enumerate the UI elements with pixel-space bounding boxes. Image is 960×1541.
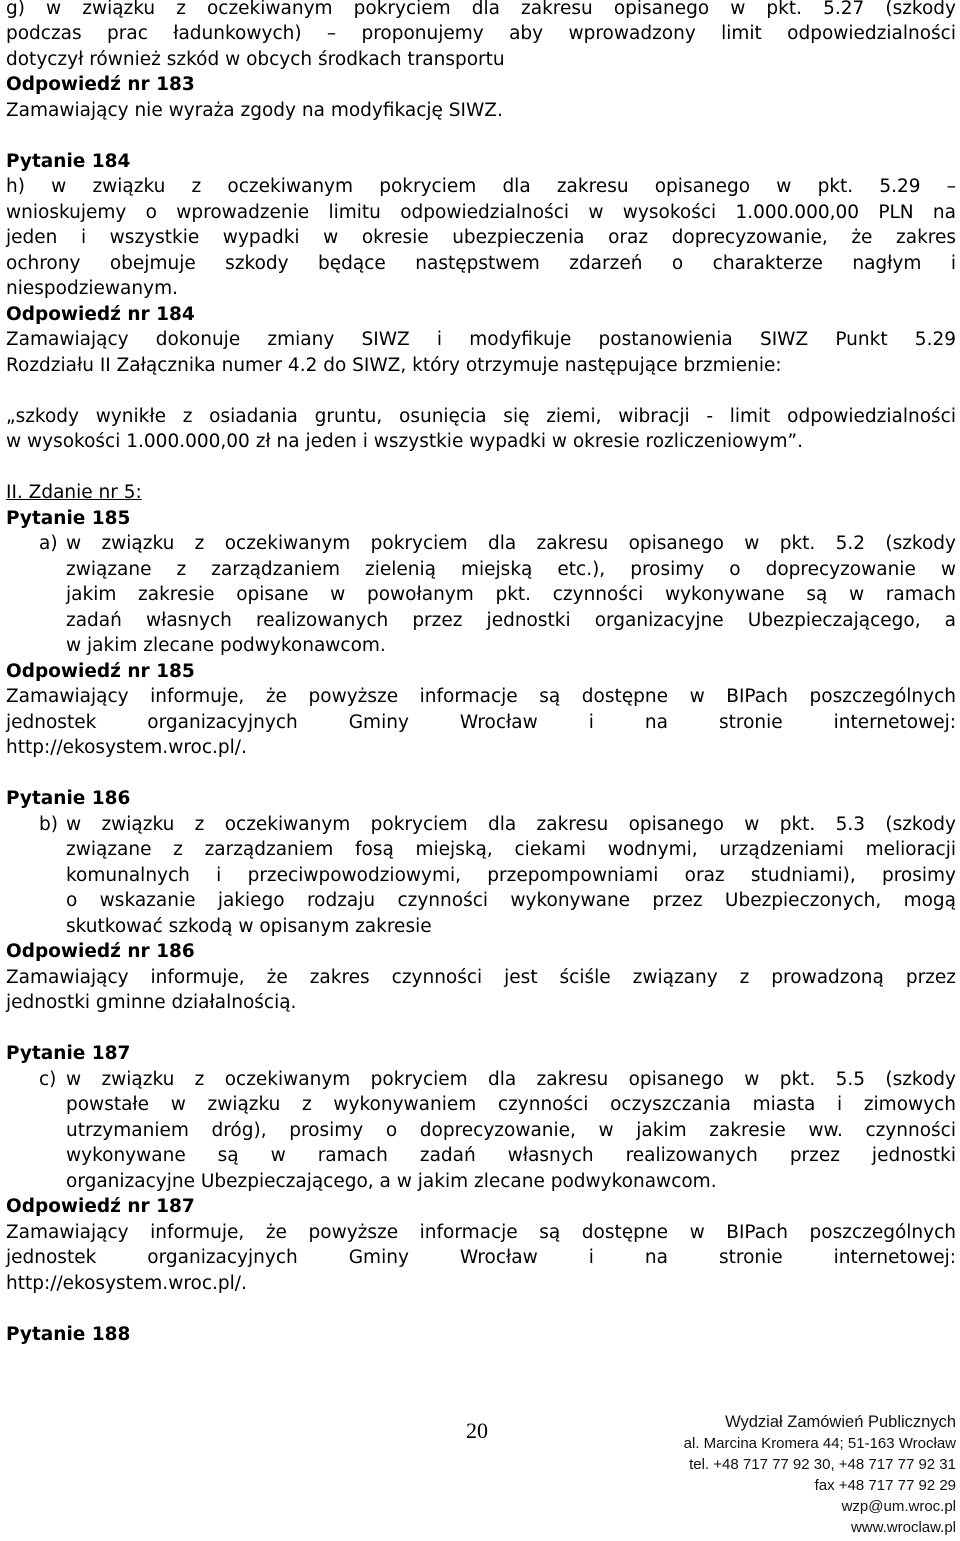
page-number: 20: [466, 1418, 488, 1443]
text-line: w związku z oczekiwanym pokryciem dla zakresu opisanego w pkt. 5.2 (szkody: [66, 533, 956, 554]
text-line: http://ekosystem.wroc.pl/.: [6, 737, 247, 758]
text-line: powstałe w związku z wykonywaniem czynności oczyszczania miasta i zimowych: [66, 1094, 956, 1115]
text-line: utrzymaniem dróg), prosimy o doprecyzowanie, w jakim zakresie ww. czynności: [66, 1120, 956, 1141]
section-heading: II. Zdanie nr 5:: [6, 482, 142, 503]
list-label: a): [39, 533, 58, 554]
text-line: jakim zakresie opisane w powołanym pkt. czynności wykonywane są w ramach: [66, 584, 956, 605]
text-line: Zamawiający informuje, że powyższe informacje są dostępne w BIPach poszczególnych: [6, 686, 956, 707]
text-line: jednostek organizacyjnych Gminy Wrocław i na stronie internetowej:: [6, 1247, 956, 1268]
text-line: związane z zarządzaniem zielenią miejską etc.), prosimy o doprecyzowanie w: [66, 559, 956, 580]
text-line: dotyczył również szkód w obcych środkach transportu: [6, 49, 505, 70]
text-line: niespodziewanym.: [6, 278, 178, 299]
text-line: Rozdziału II Załącznika numer 4.2 do SIWZ, który otrzymuje następujące brzmienie:: [6, 355, 782, 376]
quote-line: w wysokości 1.000.000,00 zł na jeden i wszystkie wypadki w okresie rozliczeniowym”.: [6, 431, 804, 452]
answer-heading: Odpowiedź nr 187: [6, 1196, 195, 1217]
list-label: b): [39, 814, 58, 835]
text-line: organizacyjne Ubezpieczającego, a w jakim zlecane podwykonawcom.: [66, 1171, 717, 1192]
footer-tel: tel. +48 717 77 92 30, +48 717 77 92 31: [689, 1456, 956, 1473]
question-heading: Pytanie 185: [6, 508, 131, 529]
text-line: jeden i wszystkie wypadki w okresie ubezpieczenia oraz doprecyzowanie, że zakres: [6, 227, 956, 248]
text-line: o wskazanie jakiego rodzaju czynności wykonywane przez Ubezpieczonych, mogą: [66, 890, 956, 911]
text-line: w związku z oczekiwanym pokryciem dla zakresu opisanego w pkt. 5.5 (szkody: [66, 1069, 956, 1090]
list-label: c): [39, 1069, 57, 1090]
answer-heading: Odpowiedź nr 186: [6, 941, 195, 962]
text-line: w związku z oczekiwanym pokryciem dla zakresu opisanego w pkt. 5.3 (szkody: [66, 814, 956, 835]
text-line: Zamawiający dokonuje zmiany SIWZ i modyfikuje postanowienia SIWZ Punkt 5.29: [6, 329, 956, 350]
text-line: komunalnych i przeciwpowodziowymi, przepompowniami oraz studniami), prosimy: [66, 865, 956, 886]
text-line: wnioskujemy o wprowadzenie limitu odpowiedzialności w wysokości 1.000.000,00 PLN na: [6, 202, 956, 223]
text-line: ochrony obejmuje szkody będące następstwem zdarzeń o charakterze nagłym i: [6, 253, 956, 274]
text-line: Zamawiający informuje, że powyższe informacje są dostępne w BIPach poszczególnych: [6, 1222, 956, 1243]
text-line: Zamawiający informuje, że zakres czynności jest ściśle związany z prowadzoną przez: [6, 967, 956, 988]
text-line: jednostek organizacyjnych Gminy Wrocław i na stronie internetowej:: [6, 712, 956, 733]
text-line: związane z zarządzaniem fosą miejską, ciekami wodnymi, urządzeniami melioracji: [66, 839, 956, 860]
answer-heading: Odpowiedź nr 185: [6, 661, 195, 682]
answer-heading: Odpowiedź nr 183: [6, 74, 195, 95]
footer-contact: [684, 1412, 956, 1538]
text-line: w jakim zlecane podwykonawcom.: [66, 635, 386, 656]
question-heading: Pytanie 188: [6, 1324, 131, 1345]
text-line: Zamawiający nie wyraża zgody na modyfikację SIWZ.: [6, 100, 503, 121]
footer-title: Wydział Zamówień Publicznych: [725, 1413, 956, 1431]
text-line: jednostki gminne działalnością.: [6, 992, 297, 1013]
answer-heading: Odpowiedź nr 184: [6, 304, 195, 325]
text-line: wykonywane są w ramach zadań własnych realizowanych przez jednostki: [66, 1145, 956, 1166]
question-heading: Pytanie 187: [6, 1043, 131, 1064]
question-heading: Pytanie 186: [6, 788, 131, 809]
footer-fax: fax +48 717 77 92 29: [814, 1477, 956, 1494]
text-line: zadań własnych realizowanych przez jednostki organizacyjne Ubezpieczającego, a: [66, 610, 956, 631]
text-line: h) w związku z oczekiwanym pokryciem dla zakresu opisanego w pkt. 5.29 –: [6, 176, 956, 197]
quote-line: „szkody wynikłe z osiadania gruntu, osunięcia się ziemi, wibracji - limit odpowiedzialności: [6, 406, 956, 427]
text-line: podczas prac ładunkowych) – proponujemy aby wprowadzony limit odpowiedzialności: [6, 23, 956, 44]
footer-email: wzp@um.wroc.pl: [841, 1498, 956, 1515]
text-line: g) w związku z oczekiwanym pokryciem dla zakresu opisanego w pkt. 5.27 (szkody: [6, 0, 956, 19]
text-line: skutkować szkodą w opisanym zakresie: [66, 916, 432, 937]
footer-address: al. Marcina Kromera 44; 51-163 Wrocław: [683, 1435, 956, 1452]
question-heading: Pytanie 184: [6, 151, 131, 172]
text-line: http://ekosystem.wroc.pl/.: [6, 1273, 247, 1294]
footer-web: www.wroclaw.pl: [850, 1519, 956, 1536]
